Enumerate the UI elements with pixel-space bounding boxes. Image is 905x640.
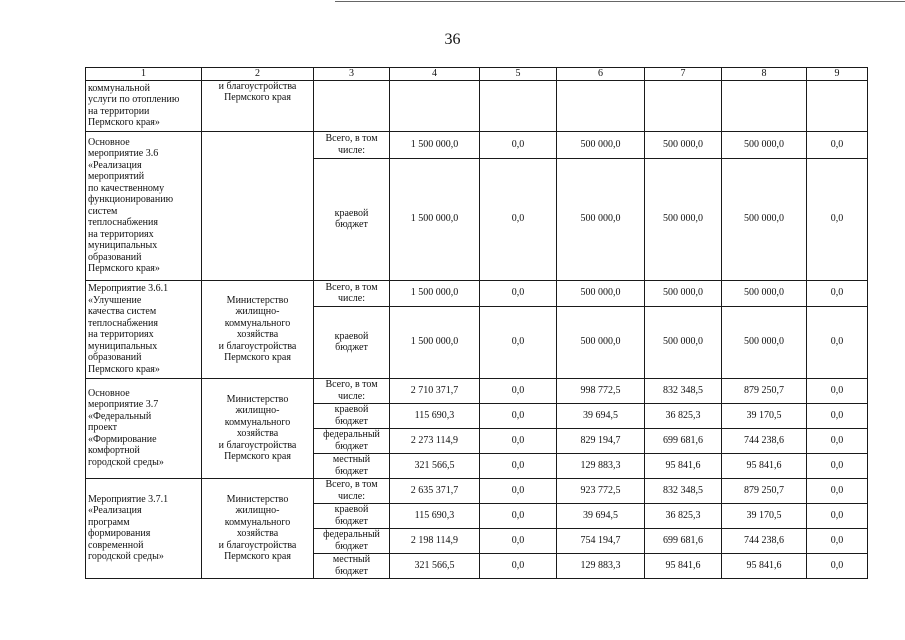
value-cell: 0,0 — [480, 403, 557, 428]
value-cell: 500 000,0 — [645, 306, 722, 378]
value-cell: 95 841,6 — [722, 453, 807, 478]
value-cell: 0,0 — [807, 378, 868, 403]
funding-source-cell: краевой бюджет — [314, 306, 390, 378]
executor-cell: и благоустройства Пермского края — [202, 80, 314, 131]
funding-source-cell: Всего, в том числе: — [314, 280, 390, 306]
table-row — [86, 80, 868, 131]
value-cell: 0,0 — [807, 503, 868, 528]
value-cell: 0,0 — [807, 306, 868, 378]
value-cell: 1 500 000,0 — [390, 306, 480, 378]
header-cell: 4 — [390, 68, 480, 81]
value-cell: 115 690,3 — [390, 503, 480, 528]
value-cell: 754 194,7 — [557, 528, 645, 553]
value-cell: 0,0 — [807, 131, 868, 158]
value-cell: 1 500 000,0 — [390, 131, 480, 158]
value-cell: 0,0 — [480, 503, 557, 528]
measure-name-cell: коммунальной услуги по отоплению на территории Пермского края» — [86, 80, 202, 131]
value-cell: 39 170,5 — [722, 503, 807, 528]
value-cell: 0,0 — [480, 378, 557, 403]
executor-cell — [202, 131, 314, 280]
value-cell: 2 273 114,9 — [390, 428, 480, 453]
header-cell: 6 — [557, 68, 645, 81]
header-cell: 5 — [480, 68, 557, 81]
value-cell: 500 000,0 — [645, 158, 722, 280]
funding-source-cell: краевой бюджет — [314, 158, 390, 280]
funding-source-cell: краевой бюджет — [314, 403, 390, 428]
value-cell: 0,0 — [807, 428, 868, 453]
header-row — [86, 68, 868, 81]
value-cell: 115 690,3 — [390, 403, 480, 428]
value-cell: 321 566,5 — [390, 453, 480, 478]
value-cell: 0,0 — [480, 158, 557, 280]
table-row — [86, 131, 868, 158]
measure-name-cell: Основное мероприятие 3.6 «Реализация мероприятий по качественному функционированию систем теплоснабжения на территориях муниципальных образований Пермского края» — [86, 131, 202, 280]
value-cell: 0,0 — [807, 553, 868, 578]
value-cell: 0,0 — [480, 131, 557, 158]
value-cell: 500 000,0 — [722, 158, 807, 280]
funding-source-cell: Всего, в том числе: — [314, 131, 390, 158]
page-number: 36 — [444, 31, 461, 48]
value-cell: 923 772,5 — [557, 478, 645, 503]
value-cell: 1 500 000,0 — [390, 158, 480, 280]
funding-source-cell: Всего, в том числе: — [314, 478, 390, 503]
value-cell: 500 000,0 — [722, 306, 807, 378]
value-cell: 0,0 — [807, 403, 868, 428]
value-cell: 0,0 — [480, 528, 557, 553]
value-cell: 0,0 — [807, 453, 868, 478]
header-cell: 3 — [314, 68, 390, 81]
value-cell: 36 825,3 — [645, 403, 722, 428]
value-cell: 0,0 — [480, 453, 557, 478]
executor-cell: Министерство жилищно- коммунального хозяйства и благоустройства Пермского края — [202, 280, 314, 378]
value-cell: 500 000,0 — [557, 306, 645, 378]
value-cell: 500 000,0 — [722, 280, 807, 306]
value-cell: 500 000,0 — [557, 131, 645, 158]
value-cell: 500 000,0 — [645, 131, 722, 158]
value-cell: 699 681,6 — [645, 428, 722, 453]
value-cell: 129 883,3 — [557, 553, 645, 578]
table-row — [86, 280, 868, 306]
value-cell: 95 841,6 — [645, 553, 722, 578]
value-cell: 998 772,5 — [557, 378, 645, 403]
value-cell: 0,0 — [480, 280, 557, 306]
value-cell: 0,0 — [807, 528, 868, 553]
value-cell: 500 000,0 — [645, 280, 722, 306]
value-cell: 321 566,5 — [390, 553, 480, 578]
executor-cell: Министерство жилищно- коммунального хозяйства и благоустройства Пермского края — [202, 378, 314, 478]
value-cell: 39 694,5 — [557, 403, 645, 428]
budget-table — [85, 67, 868, 579]
funding-source-cell: местный бюджет — [314, 453, 390, 478]
value-cell: 129 883,3 — [557, 453, 645, 478]
value-cell: 0,0 — [807, 280, 868, 306]
value-cell: 832 348,5 — [645, 378, 722, 403]
value-cell: 829 194,7 — [557, 428, 645, 453]
table-row — [86, 378, 868, 403]
value-cell: 744 238,6 — [722, 428, 807, 453]
value-cell: 744 238,6 — [722, 528, 807, 553]
value-cell: 879 250,7 — [722, 378, 807, 403]
header-cell: 2 — [202, 68, 314, 81]
value-cell: 39 170,5 — [722, 403, 807, 428]
measure-name-cell: Мероприятие 3.6.1 «Улучшение качества систем теплоснабжения на территориях муниципальных образований Пермского края» — [86, 280, 202, 378]
value-cell: 0,0 — [480, 306, 557, 378]
value-cell: 0,0 — [807, 478, 868, 503]
funding-source-cell: местный бюджет — [314, 553, 390, 578]
value-cell: 699 681,6 — [645, 528, 722, 553]
funding-source-cell: краевой бюджет — [314, 503, 390, 528]
value-cell: 39 694,5 — [557, 503, 645, 528]
header-cell: 9 — [807, 68, 868, 81]
value-cell: 500 000,0 — [557, 280, 645, 306]
value-cell: 879 250,7 — [722, 478, 807, 503]
value-cell: 500 000,0 — [557, 158, 645, 280]
value-cell: 0,0 — [480, 478, 557, 503]
value-cell: 95 841,6 — [645, 453, 722, 478]
funding-source-cell: федеральный бюджет — [314, 428, 390, 453]
value-cell: 500 000,0 — [722, 131, 807, 158]
measure-name-cell: Мероприятие 3.7.1 «Реализация программ формирования современной городской среды» — [86, 478, 202, 578]
table-row — [86, 478, 868, 503]
value-cell: 1 500 000,0 — [390, 280, 480, 306]
funding-source-cell: федеральный бюджет — [314, 528, 390, 553]
value-cell: 0,0 — [480, 428, 557, 453]
value-cell: 0,0 — [480, 553, 557, 578]
value-cell: 2 710 371,7 — [390, 378, 480, 403]
funding-source-cell: Всего, в том числе: — [314, 378, 390, 403]
value-cell: 2 635 371,7 — [390, 478, 480, 503]
header-cell: 1 — [86, 68, 202, 81]
top-rule — [335, 1, 905, 2]
value-cell: 2 198 114,9 — [390, 528, 480, 553]
value-cell: 832 348,5 — [645, 478, 722, 503]
executor-cell: Министерство жилищно- коммунального хозяйства и благоустройства Пермского края — [202, 478, 314, 578]
measure-name-cell: Основное мероприятие 3.7 «Федеральный проект «Формирование комфортной городской среды» — [86, 378, 202, 478]
value-cell: 95 841,6 — [722, 553, 807, 578]
header-cell: 8 — [722, 68, 807, 81]
header-cell: 7 — [645, 68, 722, 81]
value-cell: 36 825,3 — [645, 503, 722, 528]
value-cell: 0,0 — [807, 158, 868, 280]
